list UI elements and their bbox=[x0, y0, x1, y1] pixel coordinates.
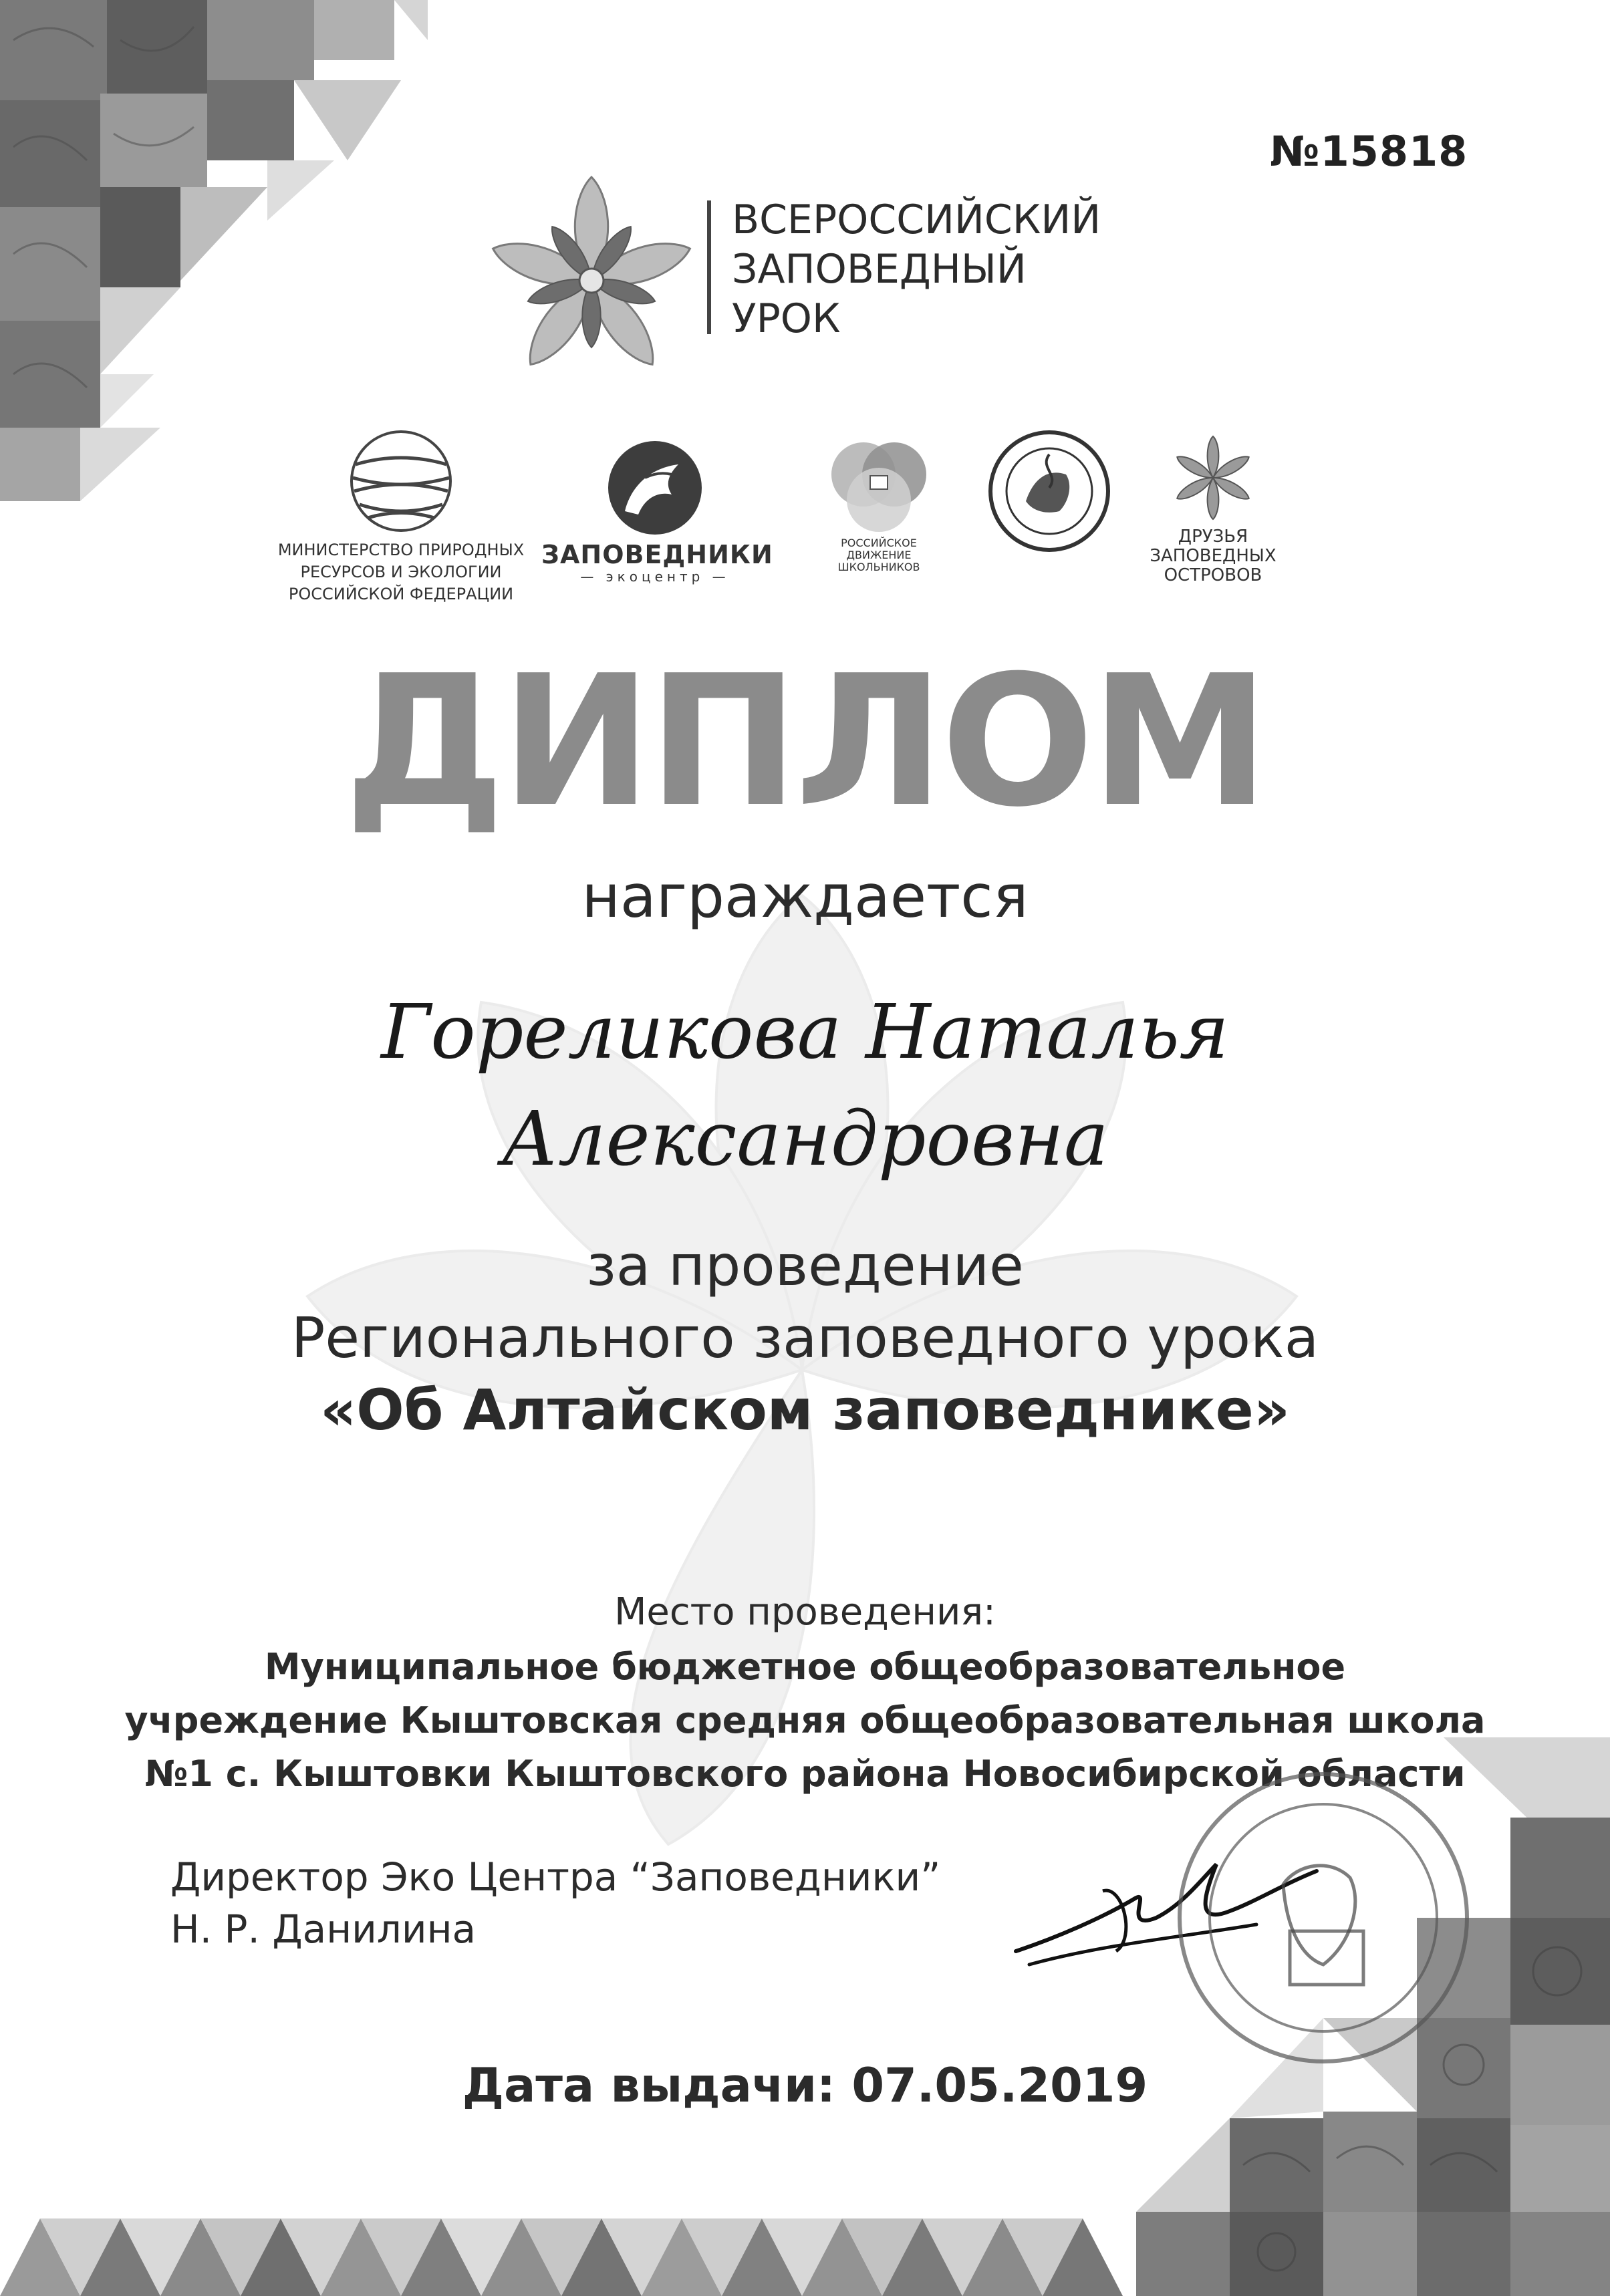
award-reason bbox=[0, 1230, 1610, 1446]
recipient-name-line-2 bbox=[0, 1096, 1610, 1183]
round-seal-emblem-icon bbox=[986, 428, 1113, 555]
partner-islands bbox=[1129, 431, 1297, 585]
ministry-globe-icon bbox=[348, 428, 454, 535]
round-stamp bbox=[1170, 1764, 1477, 2071]
reason-line-3: «Об Алтайском заповеднике» bbox=[319, 1377, 1291, 1443]
partner-zapovedniki bbox=[541, 438, 773, 585]
certificate-number: №15818 bbox=[1270, 127, 1468, 176]
partner-rdsh-caption-1: РОССИЙСКОЕ bbox=[841, 537, 917, 549]
director-block bbox=[170, 1851, 940, 1955]
partner-zapovedniki-caption-2: — экоцентр — bbox=[580, 568, 730, 585]
diploma-title: ДИПЛОМ bbox=[344, 636, 1266, 847]
venue-label: Место проведения: bbox=[614, 1590, 996, 1634]
venue-line-1: Муниципальное бюджетное общеобразовательное bbox=[264, 1646, 1346, 1688]
partner-ministry bbox=[274, 428, 528, 603]
partner-islands-caption-1: ДРУЗЬЯ bbox=[1178, 527, 1248, 547]
recipient-surname-given: Гореликова Наталья bbox=[381, 989, 1229, 1076]
partner-zapovedniki-caption-1: ЗАПОВЕДНИКИ bbox=[541, 540, 773, 569]
main-logo-line-3: УРОК bbox=[732, 295, 841, 342]
partner-ministry-caption-2: РЕСУРСОВ И ЭКОЛОГИИ bbox=[300, 562, 502, 581]
flower-logo-icon bbox=[481, 170, 702, 391]
islands-flower-icon bbox=[1166, 431, 1260, 525]
reason-line-2: Регионального заповедного урока bbox=[291, 1305, 1319, 1371]
rdsh-circles-icon bbox=[822, 434, 936, 535]
zapovedniki-leopard-icon bbox=[605, 438, 705, 538]
recipient-name-line-1 bbox=[0, 989, 1610, 1076]
director-title: Директор Эко Центра “Заповедники” bbox=[170, 1854, 941, 1900]
main-logo-text bbox=[732, 195, 1101, 343]
partner-ministry-caption-1: МИНИСТЕРСТВО ПРИРОДНЫХ bbox=[277, 541, 525, 559]
director-name: Н. Р. Данилина bbox=[170, 1906, 477, 1952]
reason-line-1: за проведение bbox=[586, 1233, 1024, 1298]
venue-line-3: №1 с. Кыштовки Кыштовского района Новосибирской области bbox=[144, 1753, 1466, 1795]
issue-date: Дата выдачи: 07.05.2019 bbox=[462, 2058, 1148, 2113]
partner-round-emblem bbox=[976, 428, 1123, 557]
awarded-text: награждается bbox=[581, 862, 1029, 931]
partner-islands-caption-2: ЗАПОВЕДНЫХ bbox=[1150, 546, 1277, 567]
partner-rdsh bbox=[805, 434, 952, 573]
venue-line-2: учреждение Кыштовская средняя общеобразовательная школа bbox=[124, 1699, 1486, 1741]
partner-ministry-caption-3: РОССИЙСКОЙ ФЕДЕРАЦИИ bbox=[288, 584, 514, 603]
partner-rdsh-caption-2: ДВИЖЕНИЕ ШКОЛЬНИКОВ bbox=[837, 548, 920, 573]
logo-divider bbox=[707, 200, 711, 334]
partner-islands-caption-3: ОСТРОВОВ bbox=[1164, 565, 1262, 586]
bottom-triangle-strip bbox=[0, 2192, 1150, 2296]
recipient-patronymic: Александровна bbox=[501, 1096, 1109, 1183]
main-logo-line-2: ЗАПОВЕДНЫЙ bbox=[732, 246, 1027, 293]
main-logo-line-1: ВСЕРОССИЙСКИЙ bbox=[732, 196, 1101, 243]
